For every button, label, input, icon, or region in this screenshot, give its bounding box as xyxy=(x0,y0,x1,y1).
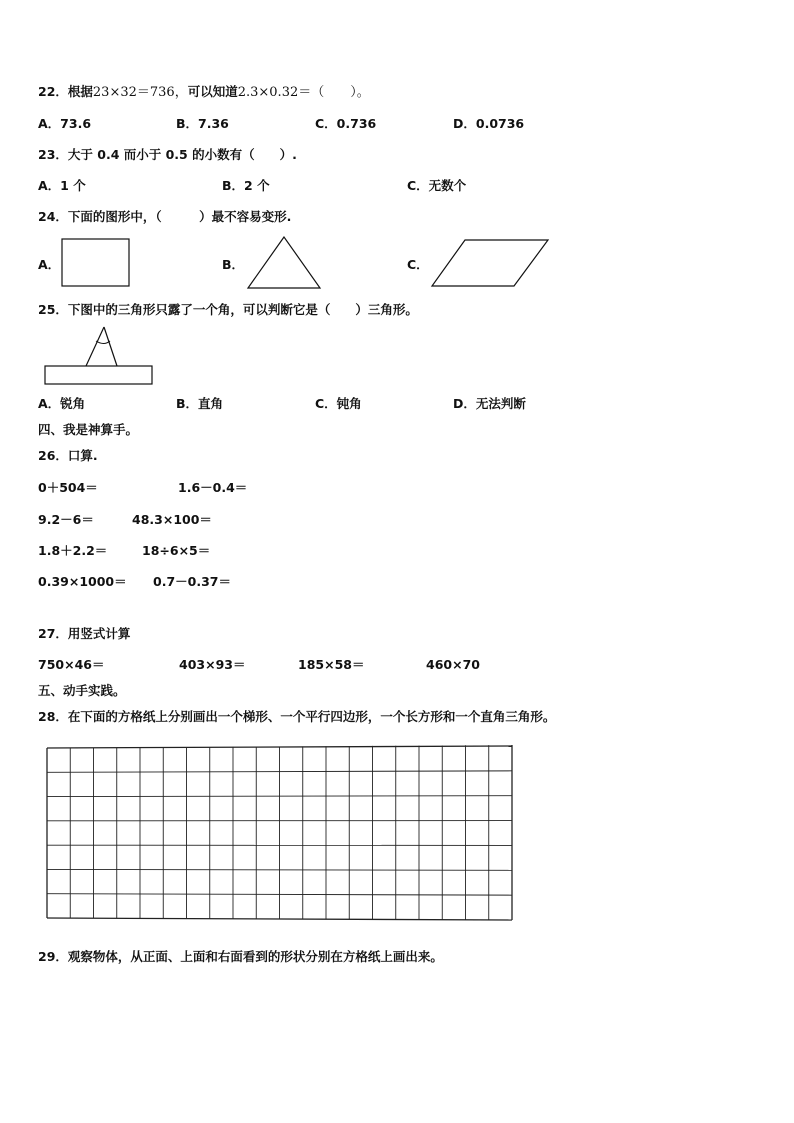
q22-option-b: B．7.36 xyxy=(176,116,229,131)
q22-ask: 2.3×0.32＝（ ）。 xyxy=(237,85,370,100)
q23-option-c: C．无数个 xyxy=(407,178,467,193)
q25-option-d: D．无法判断 xyxy=(453,396,526,411)
q23-option-a: A．1 个 xyxy=(38,178,86,193)
q23-question: 23．大于 0.4 而小于 0.5 的小数有（ ）. xyxy=(38,147,297,162)
q25-question: 25．下图中的三角形只露了一个角，可以判断它是（ ）三角形。 xyxy=(38,302,418,317)
parallelogram-shape xyxy=(432,240,548,286)
section-4-title: 四、我是神算手。 xyxy=(38,422,139,437)
q23-option-b: B．2 个 xyxy=(222,178,270,193)
q27-item: 403×93＝ xyxy=(179,657,246,672)
q27-item: 460×70 xyxy=(426,657,480,672)
q24-question: 24．下面的图形中，（ ）最不容易变形. xyxy=(38,209,292,224)
q27-item: 750×46＝ xyxy=(38,657,105,672)
square-grid-paper xyxy=(47,745,512,920)
q26-item: 48.3×100＝ xyxy=(132,512,212,527)
q25-option-a: A．锐角 xyxy=(38,396,86,411)
q26-item: 0.39×1000＝ xyxy=(38,574,127,589)
q26-item: 1.6－0.4＝ xyxy=(178,480,248,495)
q28-question: 28．在下面的方格纸上分别画出一个梯形、一个平行四边形，一个长方形和一个直角三角形。 xyxy=(38,709,556,724)
q25-option-b: B．直角 xyxy=(176,396,224,411)
q26-question: 26．口算. xyxy=(38,448,98,463)
q22-option-a: A．73.6 xyxy=(38,116,92,131)
q26-item: 0＋504＝ xyxy=(38,480,98,495)
q24-option-c: C． xyxy=(407,257,429,272)
section-5-title: 五、动手实践。 xyxy=(38,683,126,698)
q27-item: 185×58＝ xyxy=(298,657,365,672)
q29-question: 29．观察物体，从正面、上面和右面看到的形状分别在方格纸上画出来。 xyxy=(38,949,443,964)
q26-item: 9.2－6＝ xyxy=(38,512,94,527)
triangle-shape xyxy=(248,237,320,288)
q26-item: 18÷6×5＝ xyxy=(142,543,211,558)
q22-mid: 可以知道 xyxy=(187,84,238,99)
hidden-triangle-figure xyxy=(45,327,152,384)
q24-option-a: A． xyxy=(38,257,61,272)
q26-item: 1.8＋2.2＝ xyxy=(38,543,108,558)
q22-prefix: 22．根据 xyxy=(38,84,93,99)
q27-question: 27．用竖式计算 xyxy=(38,626,131,641)
rectangle-shape xyxy=(62,239,129,286)
q25-option-c: C．钝角 xyxy=(315,396,362,411)
q22-option-d: D．0.0736 xyxy=(453,116,525,131)
q22-option-c: C．0.736 xyxy=(315,116,377,131)
q22-formula: 23×32＝736， xyxy=(92,85,188,100)
q24-option-b: B． xyxy=(222,257,245,272)
q26-item: 0.7－0.37＝ xyxy=(153,574,231,589)
